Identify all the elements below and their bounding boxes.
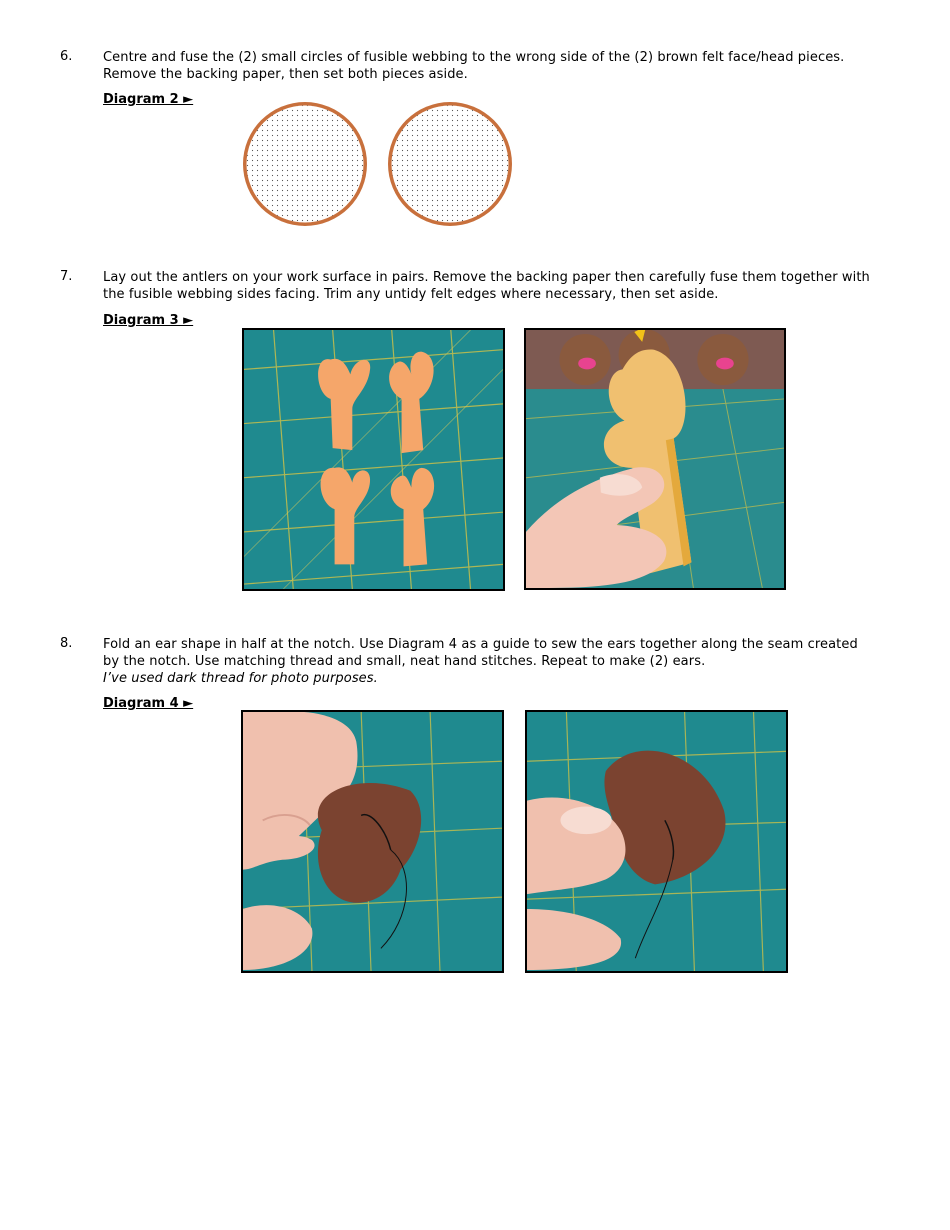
ear-sewing-photo-1 — [241, 710, 504, 973]
step-line: by the notch. Use matching thread and small, neat hand stitches. Repeat to make (2) ears. — [103, 654, 706, 669]
diagram-2-circles — [240, 98, 520, 232]
step-7-text — [103, 269, 903, 303]
diagram-3-label: Diagram 3 ► — [103, 313, 194, 328]
step-line: Fold an ear shape in half at the notch. Use Diagram 4 as a guide to sew the ears together along the seam created — [103, 637, 858, 652]
diagram-4-label: Diagram 4 ► — [103, 696, 194, 711]
ear-sewing-photo-2 — [525, 710, 788, 973]
step-line: Remove the backing paper, then set both pieces aside. — [103, 67, 468, 82]
felt-circle-right — [388, 102, 512, 226]
antler-pairs-photo — [242, 328, 505, 591]
step-6-text — [103, 49, 903, 83]
felt-circle-left — [243, 102, 367, 226]
diagram-2-label: Diagram 2 ► — [103, 92, 194, 107]
step-8-text — [103, 636, 903, 687]
step-number: 7. — [60, 269, 73, 284]
step-number: 8. — [60, 636, 73, 651]
fused-antler-photo — [524, 328, 786, 590]
step-line: Centre and fuse the (2) small circles of fusible webbing to the wrong side of the (2) brown felt face/head pieces. — [103, 50, 845, 65]
step-line: the fusible webbing sides facing. Trim any untidy felt edges where necessary, then set aside. — [103, 287, 719, 302]
step-note: I’ve used dark thread for photo purposes. — [103, 671, 378, 686]
step-number: 6. — [60, 49, 73, 64]
step-line: Lay out the antlers on your work surface in pairs. Remove the backing paper then carefully fuse them together with — [103, 270, 870, 285]
